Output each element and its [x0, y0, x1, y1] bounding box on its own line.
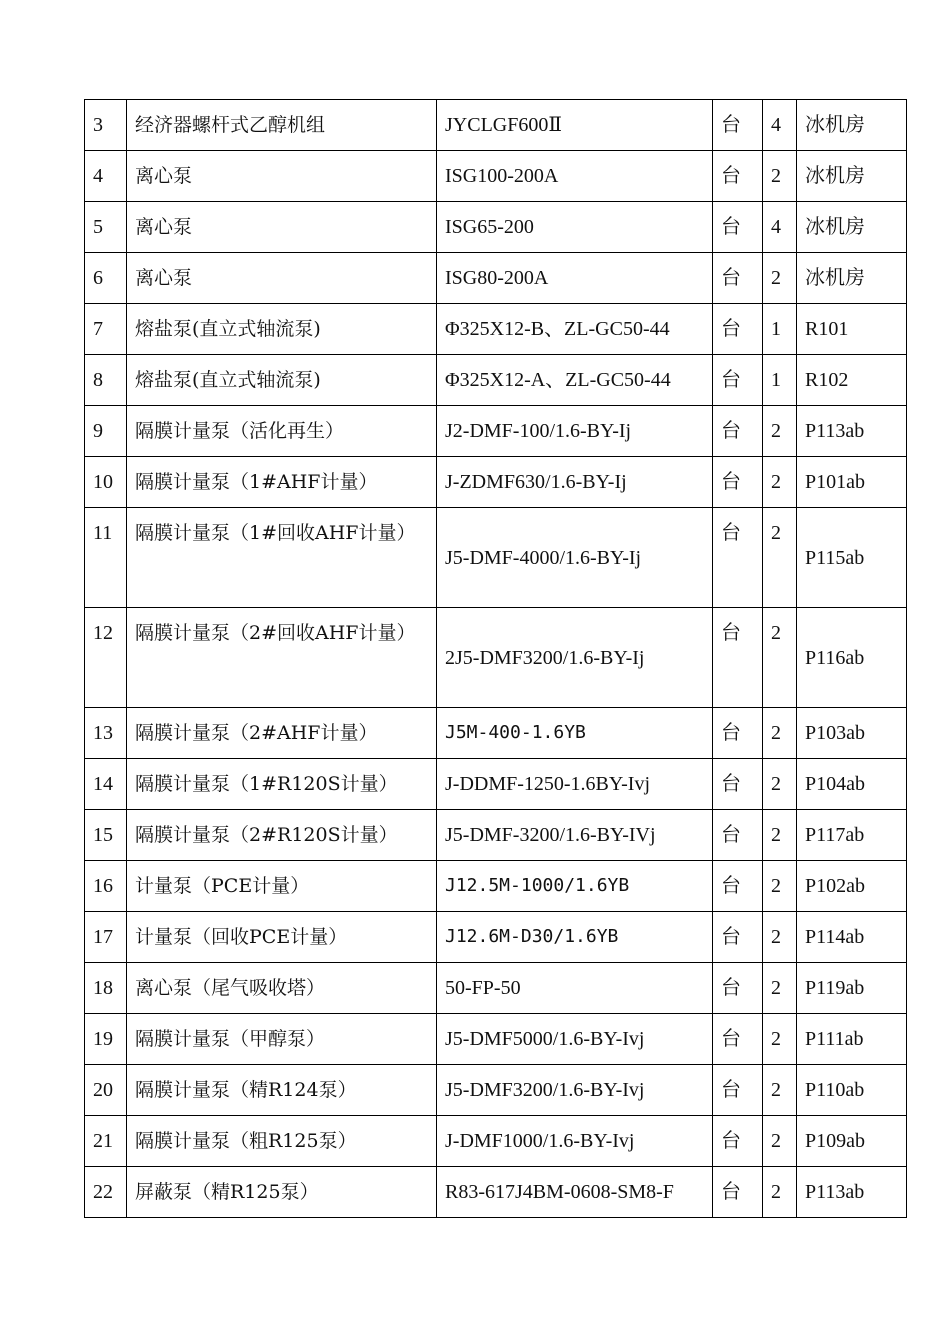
quantity-cell: 2 — [763, 1065, 797, 1116]
quantity-cell: 2 — [763, 912, 797, 963]
equipment-name-cell: 离心泵 — [127, 253, 437, 304]
quantity-cell: 1 — [763, 355, 797, 406]
model-cell: J2-DMF-100/1.6-BY-Ij — [437, 406, 713, 457]
equipment-name-cell: 经济器螺杆式乙醇机组 — [127, 100, 437, 151]
equipment-name-cell: 隔膜计量泵（粗R125泵） — [127, 1116, 437, 1167]
table-row — [85, 708, 907, 759]
row-number-cell: 3 — [85, 100, 127, 151]
location-cell: P110ab — [797, 1065, 907, 1116]
quantity-cell: 2 — [763, 151, 797, 202]
location-cell: P101ab — [797, 457, 907, 508]
unit-cell: 台 — [713, 253, 763, 304]
table-row — [85, 759, 907, 810]
equipment-name-cell: 隔膜计量泵（2#AHF计量） — [127, 708, 437, 759]
table-row — [85, 608, 907, 708]
quantity-cell: 2 — [763, 1167, 797, 1218]
unit-cell: 台 — [713, 759, 763, 810]
row-number-cell: 11 — [85, 508, 127, 608]
location-cell: P113ab — [797, 406, 907, 457]
equipment-name-cell: 隔膜计量泵（1#回收AHF计量） — [127, 508, 437, 608]
unit-cell: 台 — [713, 100, 763, 151]
table-row — [85, 1014, 907, 1065]
location-cell: P119ab — [797, 963, 907, 1014]
quantity-cell: 2 — [763, 1014, 797, 1065]
model-cell: J5M-400-1.6YB — [437, 708, 713, 759]
unit-cell: 台 — [713, 1014, 763, 1065]
equipment-name-cell: 离心泵（尾气吸收塔） — [127, 963, 437, 1014]
unit-cell: 台 — [713, 963, 763, 1014]
table-row — [85, 406, 907, 457]
model-cell: Φ325X12-B、ZL-GC50-44 — [437, 304, 713, 355]
quantity-cell: 4 — [763, 202, 797, 253]
table-row — [85, 304, 907, 355]
quantity-cell: 2 — [763, 508, 797, 608]
unit-cell: 台 — [713, 355, 763, 406]
table-row — [85, 253, 907, 304]
unit-cell: 台 — [713, 457, 763, 508]
table-row — [85, 963, 907, 1014]
table-row — [85, 861, 907, 912]
row-number-cell: 10 — [85, 457, 127, 508]
table-row — [85, 810, 907, 861]
location-cell: P104ab — [797, 759, 907, 810]
table-row — [85, 912, 907, 963]
equipment-name-cell: 离心泵 — [127, 151, 437, 202]
equipment-table-body — [85, 100, 907, 1218]
equipment-name-cell: 熔盐泵(直立式轴流泵) — [127, 304, 437, 355]
location-cell: 冰机房 — [797, 100, 907, 151]
unit-cell: 台 — [713, 304, 763, 355]
location-cell: P114ab — [797, 912, 907, 963]
row-number-cell: 5 — [85, 202, 127, 253]
equipment-name-cell: 熔盐泵(直立式轴流泵) — [127, 355, 437, 406]
quantity-cell: 2 — [763, 963, 797, 1014]
table-row — [85, 1116, 907, 1167]
unit-cell: 台 — [713, 708, 763, 759]
quantity-cell: 2 — [763, 861, 797, 912]
row-number-cell: 7 — [85, 304, 127, 355]
row-number-cell: 17 — [85, 912, 127, 963]
table-row — [85, 1167, 907, 1218]
model-cell: J5-DMF-3200/1.6-BY-IVj — [437, 810, 713, 861]
table-row — [85, 457, 907, 508]
row-number-cell: 6 — [85, 253, 127, 304]
row-number-cell: 9 — [85, 406, 127, 457]
unit-cell: 台 — [713, 406, 763, 457]
location-cell: 冰机房 — [797, 151, 907, 202]
quantity-cell: 2 — [763, 406, 797, 457]
equipment-name-cell: 计量泵（PCE计量） — [127, 861, 437, 912]
equipment-name-cell: 隔膜计量泵（1#AHF计量） — [127, 457, 437, 508]
row-number-cell: 4 — [85, 151, 127, 202]
equipment-name-cell: 屏蔽泵（精R125泵） — [127, 1167, 437, 1218]
quantity-cell: 4 — [763, 100, 797, 151]
equipment-table — [84, 99, 907, 1218]
quantity-cell: 2 — [763, 708, 797, 759]
model-cell: J12.6M-D30/1.6YB — [437, 912, 713, 963]
quantity-cell: 2 — [763, 810, 797, 861]
row-number-cell: 16 — [85, 861, 127, 912]
model-cell: JYCLGF600Ⅱ — [437, 100, 713, 151]
location-cell: R101 — [797, 304, 907, 355]
unit-cell: 台 — [713, 1167, 763, 1218]
equipment-name-cell: 隔膜计量泵（1#R120S计量） — [127, 759, 437, 810]
model-cell: ISG100-200A — [437, 151, 713, 202]
row-number-cell: 15 — [85, 810, 127, 861]
model-cell: ISG65-200 — [437, 202, 713, 253]
location-cell: P102ab — [797, 861, 907, 912]
quantity-cell: 2 — [763, 1116, 797, 1167]
equipment-name-cell: 隔膜计量泵（精R124泵） — [127, 1065, 437, 1116]
quantity-cell: 1 — [763, 304, 797, 355]
table-row — [85, 1065, 907, 1116]
unit-cell: 台 — [713, 202, 763, 253]
model-cell: 2J5-DMF3200/1.6-BY-Ij — [437, 608, 713, 708]
unit-cell: 台 — [713, 608, 763, 708]
model-cell: 50-FP-50 — [437, 963, 713, 1014]
equipment-name-cell: 隔膜计量泵（2#R120S计量） — [127, 810, 437, 861]
unit-cell: 台 — [713, 810, 763, 861]
model-cell: J5-DMF-4000/1.6-BY-Ij — [437, 508, 713, 608]
row-number-cell: 12 — [85, 608, 127, 708]
location-cell: P116ab — [797, 608, 907, 708]
model-cell: J12.5M-1000/1.6YB — [437, 861, 713, 912]
unit-cell: 台 — [713, 151, 763, 202]
location-cell: P109ab — [797, 1116, 907, 1167]
unit-cell: 台 — [713, 1065, 763, 1116]
row-number-cell: 20 — [85, 1065, 127, 1116]
model-cell: J5-DMF3200/1.6-BY-Ivj — [437, 1065, 713, 1116]
model-cell: J-DDMF-1250-1.6BY-Ivj — [437, 759, 713, 810]
quantity-cell: 2 — [763, 253, 797, 304]
row-number-cell: 21 — [85, 1116, 127, 1167]
model-cell: J-ZDMF630/1.6-BY-Ij — [437, 457, 713, 508]
row-number-cell: 8 — [85, 355, 127, 406]
location-cell: R102 — [797, 355, 907, 406]
row-number-cell: 22 — [85, 1167, 127, 1218]
table-row — [85, 355, 907, 406]
table-row — [85, 202, 907, 253]
location-cell: P113ab — [797, 1167, 907, 1218]
unit-cell: 台 — [713, 508, 763, 608]
row-number-cell: 19 — [85, 1014, 127, 1065]
location-cell: P115ab — [797, 508, 907, 608]
equipment-name-cell: 隔膜计量泵（甲醇泵） — [127, 1014, 437, 1065]
quantity-cell: 2 — [763, 759, 797, 810]
location-cell: P117ab — [797, 810, 907, 861]
equipment-name-cell: 离心泵 — [127, 202, 437, 253]
quantity-cell: 2 — [763, 457, 797, 508]
unit-cell: 台 — [713, 861, 763, 912]
location-cell: 冰机房 — [797, 202, 907, 253]
equipment-name-cell: 隔膜计量泵（2#回收AHF计量） — [127, 608, 437, 708]
model-cell: Φ325X12-A、ZL-GC50-44 — [437, 355, 713, 406]
table-row — [85, 508, 907, 608]
unit-cell: 台 — [713, 912, 763, 963]
row-number-cell: 18 — [85, 963, 127, 1014]
unit-cell: 台 — [713, 1116, 763, 1167]
location-cell: P111ab — [797, 1014, 907, 1065]
row-number-cell: 14 — [85, 759, 127, 810]
model-cell: ISG80-200A — [437, 253, 713, 304]
equipment-name-cell: 隔膜计量泵（活化再生） — [127, 406, 437, 457]
equipment-name-cell: 计量泵（回收PCE计量） — [127, 912, 437, 963]
location-cell: P103ab — [797, 708, 907, 759]
table-row — [85, 100, 907, 151]
model-cell: J5-DMF5000/1.6-BY-Ivj — [437, 1014, 713, 1065]
quantity-cell: 2 — [763, 608, 797, 708]
model-cell: J-DMF1000/1.6-BY-Ivj — [437, 1116, 713, 1167]
location-cell: 冰机房 — [797, 253, 907, 304]
table-row — [85, 151, 907, 202]
model-cell: R83-617J4BM-0608-SM8-F — [437, 1167, 713, 1218]
row-number-cell: 13 — [85, 708, 127, 759]
